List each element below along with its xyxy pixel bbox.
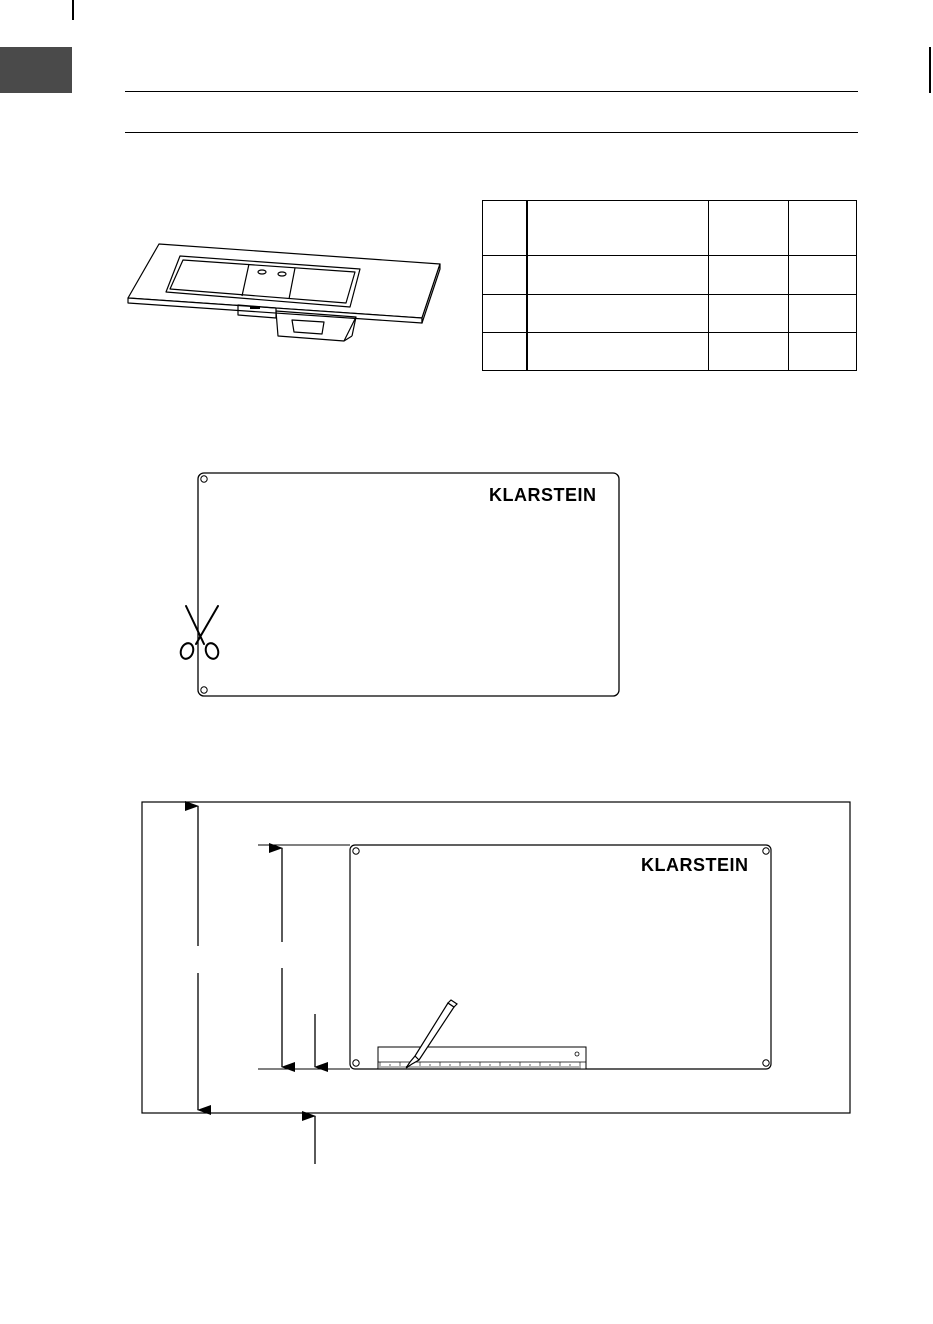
crop-mark-top-right <box>929 47 931 93</box>
spec-table-row <box>483 332 857 370</box>
spec-cell <box>527 256 709 294</box>
spec-cell <box>527 294 709 332</box>
installation-diagram <box>140 798 854 1168</box>
spec-cell <box>789 201 857 256</box>
header-rule-bottom <box>125 132 858 133</box>
spec-cell <box>709 332 789 370</box>
spec-cell <box>789 294 857 332</box>
spec-table <box>482 200 857 371</box>
spec-cell <box>483 294 528 332</box>
header-rule-top <box>125 91 858 92</box>
spec-table-row <box>483 294 857 332</box>
spec-cell <box>483 256 528 294</box>
spec-cell <box>527 201 709 256</box>
spec-table-row <box>483 256 857 294</box>
template-brand-logo: KLARSTEIN <box>489 485 597 505</box>
installation-brand-logo: KLARSTEIN <box>641 855 749 875</box>
spec-cell <box>789 256 857 294</box>
spec-table-header-row <box>483 201 857 256</box>
spec-cell <box>483 201 528 256</box>
language-tab <box>0 47 72 93</box>
spec-cell <box>709 294 789 332</box>
spec-cell <box>527 332 709 370</box>
spec-cell <box>709 201 789 256</box>
sink-illustration-icon <box>126 238 448 348</box>
spec-cell <box>709 256 789 294</box>
spec-cell <box>789 332 857 370</box>
crop-mark-top-left <box>72 0 74 20</box>
spec-cell <box>483 332 528 370</box>
